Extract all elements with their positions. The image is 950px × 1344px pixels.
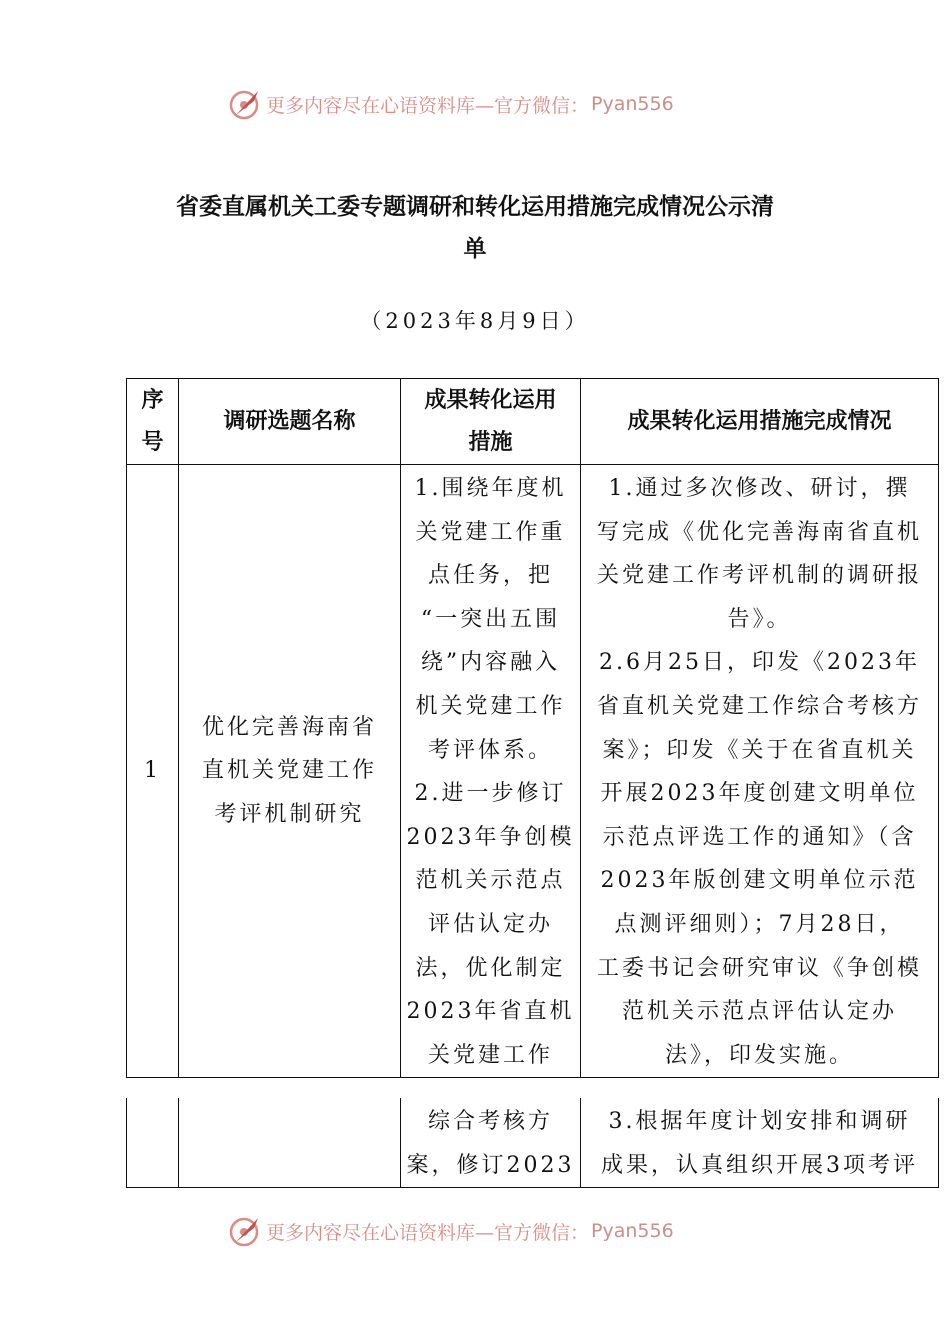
text-line: 综合考核方 xyxy=(427,1109,553,1134)
document-title xyxy=(100,186,850,270)
quill-logo-icon xyxy=(228,1214,262,1248)
text-line: “一突出五围 xyxy=(420,606,561,632)
row-topic-empty xyxy=(179,1098,401,1188)
watermark-top xyxy=(228,86,674,122)
text-line: 省直机关党建工作综合考核方 xyxy=(596,693,922,719)
watermark-text: 更多内容尽在心语资料库—官方微信： xyxy=(266,1221,590,1244)
text-line: 法》，印发实施。 xyxy=(664,1042,854,1068)
text-line: 1.通过多次修改、研讨，撰 xyxy=(608,476,911,501)
text-line: 3.根据年度计划安排和调研 xyxy=(608,1109,911,1134)
text-line: 评估认定办 xyxy=(427,911,553,937)
text-line: 示范点评选工作的通知》（含 xyxy=(602,824,917,850)
row-index: 1 xyxy=(127,465,179,1078)
text-line: 写完成《优化完善海南省直机 xyxy=(596,519,922,545)
header-topic: 调研选题名称 xyxy=(179,379,401,465)
measures-table-continued xyxy=(126,1098,939,1188)
text-line: 点任务，把 xyxy=(427,563,553,589)
completion-list xyxy=(581,467,938,1077)
text-line: 点测评细则）；7月28日， xyxy=(614,911,905,937)
text-line: 绕”内容融入 xyxy=(420,650,561,676)
text-line: 2023年版创建文明单位示范 xyxy=(600,868,919,894)
title-line-2: 单 xyxy=(463,236,487,262)
text-line: 法，优化制定 xyxy=(415,955,566,981)
text-line: 关党建工作考评机制的调研报 xyxy=(596,563,922,589)
watermark-bottom xyxy=(228,1213,674,1249)
table-row xyxy=(127,1098,939,1188)
text-line: 机关党建工作 xyxy=(415,693,566,719)
watermark-text: 更多内容尽在心语资料库—官方微信： xyxy=(266,94,590,117)
quill-logo-icon xyxy=(228,87,262,121)
text-line: 1.围绕年度机 xyxy=(414,476,567,501)
row-index-empty xyxy=(127,1098,179,1188)
measures-table xyxy=(126,378,939,1078)
title-line-1: 省委直属机关工委专题调研和转化运用措施完成情况公示清 xyxy=(176,194,774,220)
text-line: 工委书记会研究审议《争创模 xyxy=(596,955,922,981)
text-line: 2.6月25日，印发《2023年 xyxy=(599,650,920,676)
row-topic: 优化完善海南省直机关党建工作考评机制研究 xyxy=(179,465,401,1078)
text-line: 告》。 xyxy=(727,606,792,632)
text-line: 2023年省直机 xyxy=(406,999,575,1025)
text-line: 成果，认真组织开展3项考评 xyxy=(601,1152,918,1178)
row-measures-continued xyxy=(401,1098,581,1188)
text-line: 开展2023年度创建文明单位 xyxy=(600,781,919,807)
header-index: 序 号 xyxy=(127,379,179,465)
text-line: 范机关示范点评估认定办 xyxy=(621,999,897,1025)
row-completion xyxy=(581,465,939,1078)
text-line: 案，修订2023 xyxy=(406,1152,575,1178)
watermark-wechat-id: Pyan556 xyxy=(591,1220,674,1242)
text-line: 范机关示范点 xyxy=(415,868,566,894)
table-header-row xyxy=(127,379,939,465)
header-measures: 成果转化运用 措施 xyxy=(401,379,581,465)
text-line: 关党建工作 xyxy=(427,1042,553,1068)
row-measures xyxy=(401,465,581,1078)
table-row xyxy=(127,465,939,1078)
completion-list xyxy=(581,1100,938,1187)
document-date: （2023年8月9日） xyxy=(360,309,590,333)
text-line: 考评体系。 xyxy=(427,737,553,763)
header-completion: 成果转化运用措施完成情况 xyxy=(581,379,939,465)
measures-list xyxy=(401,1100,580,1187)
row-completion-continued xyxy=(581,1098,939,1188)
text-line: 案》；印发《关于在省直机关 xyxy=(602,737,917,763)
text-line: 关党建工作重 xyxy=(415,519,566,545)
watermark-wechat-id: Pyan556 xyxy=(591,93,674,115)
text-line: 2.进一步修订 xyxy=(414,781,567,807)
measures-list xyxy=(401,467,580,1077)
text-line: 2023年争创模 xyxy=(406,824,575,850)
